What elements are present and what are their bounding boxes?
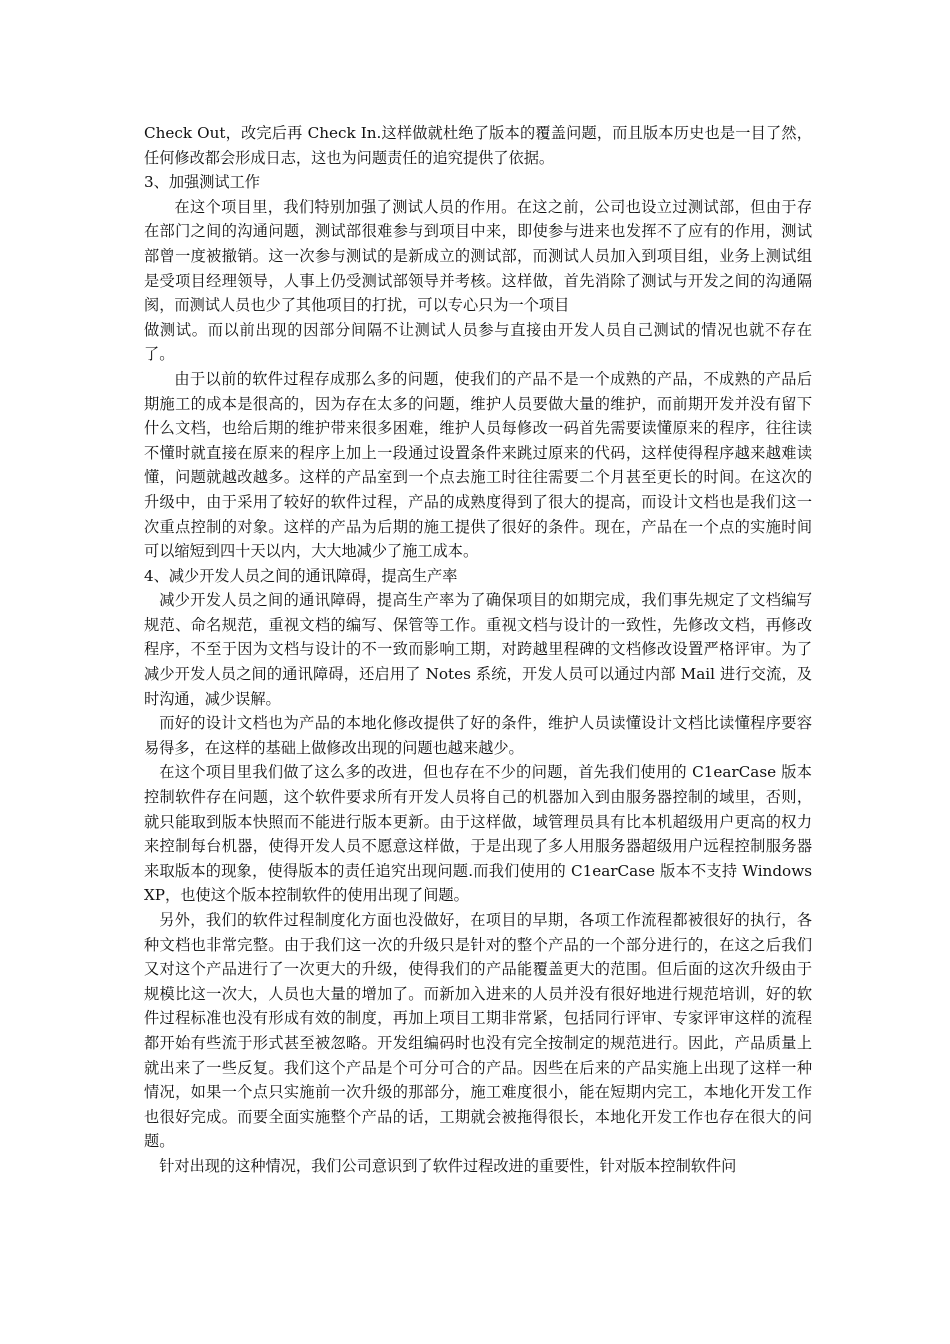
paragraph-design-docs: 而好的设计文档也为产品的本地化修改提供了好的条件，维护人员读懂设计文档比读懂程序要容易得多，在这样的基础上做修改出现的问题也越来越少。 (144, 714, 812, 757)
paragraph-testing-continued: 做测试。而以前出现的因部分间隔不让测试人员参与直接由开发人员自己测试的情况也就不存在了。 (144, 320, 812, 364)
paragraph-communication: 减少开发人员之间的通讯障碍，提高生产率为了确保项目的如期完成，我们事先规定了文档编写规范、命名规范，重视文档的编写、保管等工作。重视文档与设计的一致性，先修改文档，再修改程序，不至于因为文档与设计的不一致而影响工期，对跨越里程碑的文档修改设置严格评审。为了减少开发人员之间的通讯障碍，还启用了 Notes 系统，开发人员可以通过内部 Mail 进行交流，及时沟通，减少误解。 (144, 591, 812, 708)
paragraph-conclusion-start: 针对出现的这种情况，我们公司意识到了软件过程改进的重要性，针对版本控制软件问 (159, 1156, 737, 1175)
paragraph-clearcase-issues: 在这个项目里我们做了这么多的改进，但也存在不少的问题，首先我们使用的 C1earCase 版本控制软件存在问题，这个软件要求所有开发人员将自己的机器加入到由服务器控制的域里，否则，就只能取到版本快照而不能进行版本更新。由于这样做，域管理员具有比本机超级用户更高的权力来控制每台机器，使得开发人员不愿意这样做，于是出现了多人用服务器超级用户远程控制服务器来取版本的现象，使得版本的责任追究出现问题.而我们使用的 C1earCase 版本不支持 Windows XP，也使这个版本控制软件的使用出现了间题。 (144, 763, 812, 905)
paragraph-testing-role: 在这个项目里，我们特别加强了测试人员的作用。在这之前，公司也设立过测试部，但由于存在部门之间的沟通问题，测试部很难参与到项目中来，即使参与进来也发挥不了应有的作用，测试部曾一度被撤销。这一次参与测试的是新成立的测试部，而测试人员加入到项目组，业务上测试组是受项目经理领导，人事上仍受测试部领导并考核。这样做，首先消除了测试与开发之间的沟通隔阂，而测试人员也少了其他项目的打扰，可以专心只为一个项目 (144, 197, 812, 315)
section-heading-communication: 4、减少开发人员之间的通讯障碍，提高生产率 (144, 566, 458, 585)
document-page (144, 121, 812, 1179)
paragraph-product-maturity: 由于以前的软件过程存成那么多的问题，使我们的产品不是一个成熟的产品，不成熟的产品后期施工的成本是很高的，因为存在太多的问题，维护人员要做大量的维护，而前期开发并没有留下什么文档，也给后期的维护带来很多困难，维护人员每修改一码首先需要读懂原来的程序，往往读不懂时就直接在原来的程序上加上一段通过设置条件来跳过原来的代码，这样使得程序越来越难读懂，问题就越改越多。这样的产品室到一个点去施工时往往需要二个月甚至更长的时间。在这次的升级中，由于采用了较好的软件过程，产品的成熟度得到了很大的提高，而设计文档也是我们这一次重点控制的对象。这样的产品为后期的施工提供了很好的条件。现在，产品在一个点的实施时间可以缩短到四十天以内，大大地减少了施工成本。 (144, 369, 812, 561)
paragraph-institutionalization: 另外，我们的软件过程制度化方面也没做好，在项目的早期，各项工作流程都被很好的执行，各种文档也非常完整。由于我们这一次的升级只是针对的整个产品的一个部分进行的，在这之后我们又对这个产品进行了一次更大的升级，使得我们的产品能覆盖更大的范围。但后面的这次升级由于规模比这一次大，人员也大量的增加了。而新加入进来的人员并没有很好地进行规范培训，好的软件过程标准也没有形成有效的制度，再加上项目工期非常紧，包括同行评审、专家评审这样的流程都开始有些流于形式甚至被忽略。开发组编码时也没有完全按制定的规范进行。因此，产品质量上就出来了一些反复。我们这个产品是个可分可合的产品。因些在后来的产品实施上出现了这样一种情况，如果一个点只实施前一次升级的那部分，施工难度很小，能在短期内完工，本地化开发工作也很好完成。而要全面实施整个产品的话，工期就会被拖得很长，本地化开发工作也存在很大的问题。 (144, 911, 812, 1151)
section-heading-testing: 3、加强测试工作 (144, 173, 260, 192)
paragraph-check-out: Check Out，改完后再 Check In.这样做就杜绝了版本的覆盖问题，而且版本历史也是一目了然，任何修改都会形成日志，这也为问题责任的追究提供了依据。 (144, 124, 812, 167)
